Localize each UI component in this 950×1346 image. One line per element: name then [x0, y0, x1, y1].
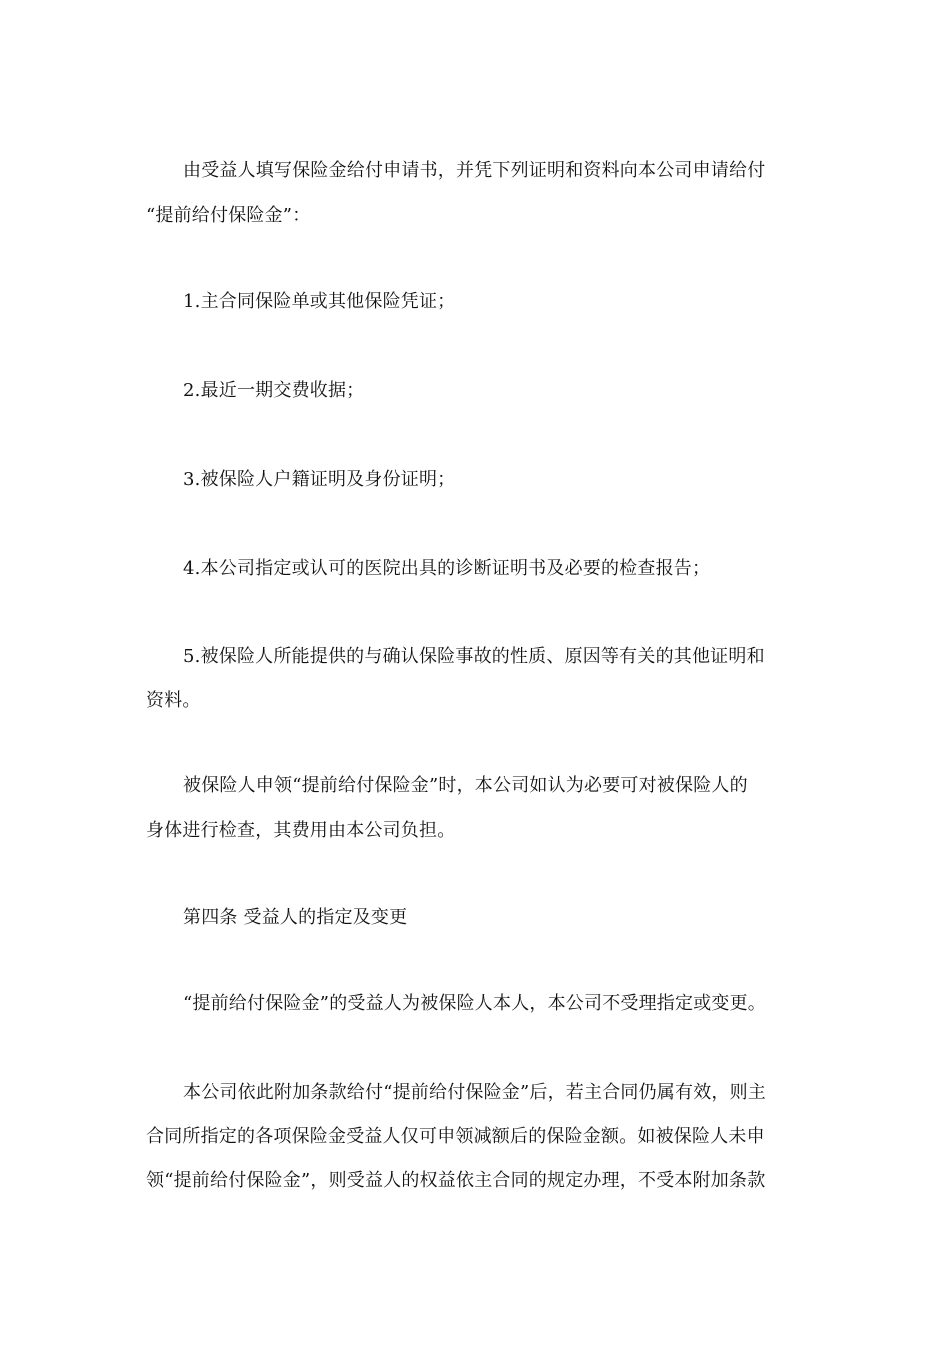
- section-heading-article-4: 第四条 受益人的指定及变更: [183, 907, 408, 928]
- paragraph-payment-effect-line-2: 合同所指定的各项保险金受益人仅可申领减额后的保险金额。如被保险人未申: [146, 1126, 765, 1147]
- list-item-1: 1.主合同保险单或其他保险凭证；: [183, 291, 456, 312]
- paragraph-beneficiary: “提前给付保险金”的受益人为被保险人本人，本公司不受理指定或变更。: [183, 993, 767, 1014]
- list-item-3: 3.被保险人户籍证明及身份证明；: [183, 469, 456, 490]
- list-item-2: 2.最近一期交费收据；: [183, 380, 365, 401]
- list-item-4: 4.本公司指定或认可的医院出具的诊断证明书及必要的检查报告；: [183, 558, 711, 579]
- list-item-5-line-1: 5.被保险人所能提供的与确认保险事故的性质、原因等有关的其他证明和: [183, 646, 765, 667]
- paragraph-examination-line-2: 身体进行检查，其费用由本公司负担。: [146, 820, 456, 841]
- list-item-5-line-2: 资料。: [146, 690, 201, 711]
- paragraph-claim-application-line-2: “提前给付保险金”：: [146, 205, 311, 226]
- paragraph-payment-effect-line-1: 本公司依此附加条款给付“提前给付保险金”后，若主合同仍属有效，则主: [183, 1082, 767, 1103]
- paragraph-payment-effect-line-3: 领“提前给付保险金”，则受益人的权益依主合同的规定办理，不受本附加条款: [146, 1170, 766, 1191]
- paragraph-claim-application-line-1: 由受益人填写保险金给付申请书，并凭下列证明和资料向本公司申请给付: [183, 160, 766, 181]
- paragraph-examination-line-1: 被保险人申领“提前给付保险金”时，本公司如认为必要可对被保险人的: [183, 775, 748, 796]
